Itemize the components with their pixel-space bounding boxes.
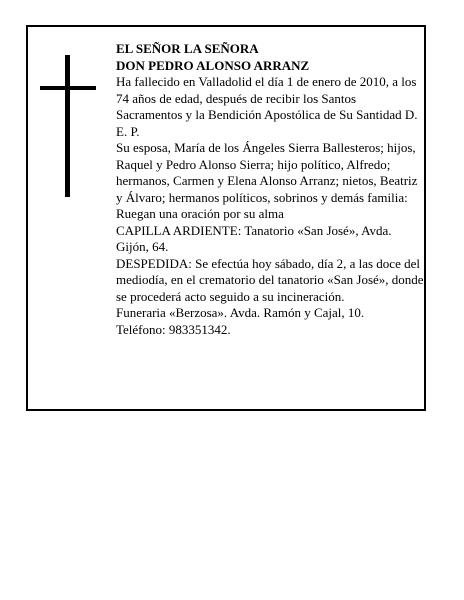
obituary-notice	[26, 25, 426, 411]
notice-prayer-request: Ruegan una oración por su alma	[116, 206, 284, 221]
notice-chapel-info: CAPILLA ARDIENTE: Tanatorio «San José», Avda. Gijón, 64.	[116, 222, 392, 254]
cross-vertical-bar	[65, 55, 70, 197]
notice-text	[116, 41, 424, 338]
cross-horizontal-bar	[40, 86, 96, 90]
notice-funeral-home: Funeraria «Berzosa». Avda. Ramón y Cajal, 10.	[116, 305, 365, 320]
notice-phone: Teléfono: 983351342.	[116, 321, 231, 337]
cross-icon	[40, 55, 96, 197]
notice-deceased-name: DON PEDRO ALONSO ARRANZ	[116, 57, 310, 73]
notice-title-line-1: EL SEÑOR LA SEÑORA	[116, 41, 259, 56]
notice-farewell-info: DESPEDIDA: Se efectúa hoy sábado, día 2, a las doce del mediodía, en el crematorio del tanatorio «San José», donde se procederá acto seguido a su incineración.	[116, 255, 424, 304]
notice-family-paragraph: Su esposa, María de los Ángeles Sierra Ballesteros; hijos, Raquel y Pedro Alonso Sierra; hijo político, Alfredo; hermanos, Carmen y Elena Alonso Arranz; nietos, Beatriz y Álvaro; hermanos políticos, sobrinos y demás familia:	[116, 140, 418, 205]
notice-death-paragraph: Ha fallecido en Valladolid el día 1 de enero de 2010, a los 74 años de edad, después de recibir los Santos Sacramentos y la Bendición Apostólica de Su Santidad D. E. P.	[116, 74, 418, 139]
